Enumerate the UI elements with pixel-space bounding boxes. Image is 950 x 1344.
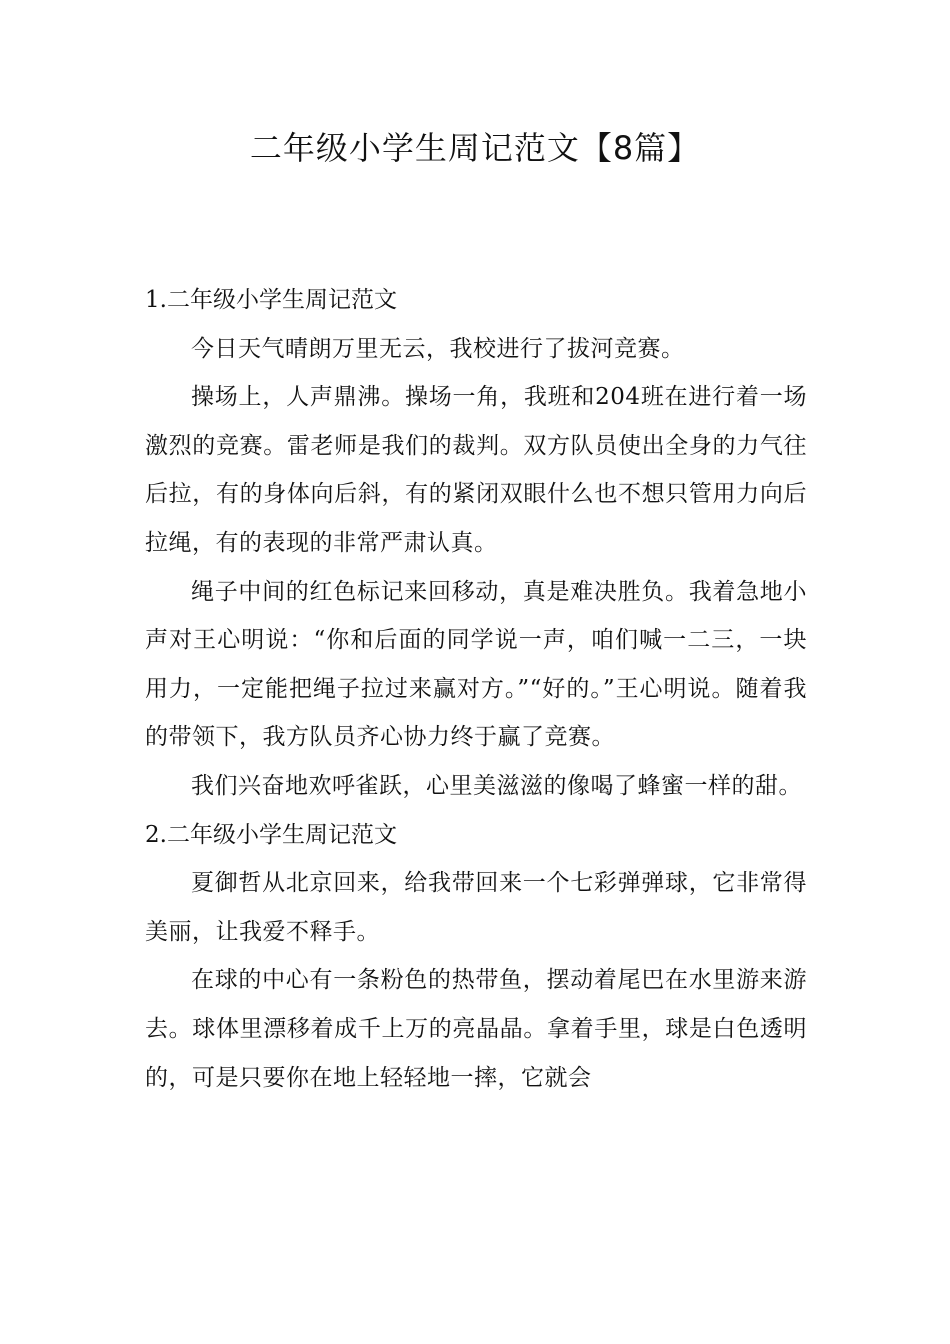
- paragraph: 操场上，人声鼎沸。操场一角，我班和204班在进行着一场激烈的竞赛。雷老师是我们的裁判。双方队员使出全身的力气往后拉，有的身体向后斜，有的紧闭双眼什么也不想只管用力向后拉绳，有的表现的非常严肃认真。: [145, 384, 807, 556]
- paragraph: 夏御哲从北京回来，给我带回来一个七彩弹弹球，它非常得美丽，让我爱不释手。: [145, 870, 807, 945]
- paragraph: 在球的中心有一条粉色的热带鱼，摆动着尾巴在水里游来游去。球体里漂移着成千上万的亮晶晶。拿着手里，球是白色透明的，可是只要你在地上轻轻地一摔，它就会: [145, 967, 807, 1091]
- section-2: [145, 811, 807, 1103]
- paragraph: 绳子中间的红色标记来回移动，真是难决胜负。我着急地小声对王心明说：“你和后面的同学说一声，咱们喊一二三，一块用力，一定能把绳子拉过来赢对方。”“好的。”王心明说。随着我的带领下，我方队员齐心协力终于赢了竞赛。: [145, 578, 807, 751]
- section-1: [145, 276, 807, 811]
- section-heading: 2.二年级小学生周记范文: [145, 821, 397, 848]
- section-heading: 1.二年级小学生周记范文: [145, 287, 397, 313]
- document-title: 二年级小学生周记范文【8篇】: [249, 129, 701, 167]
- paragraph: 我们兴奋地欢呼雀跃，心里美滋滋的像喝了蜂蜜一样的甜。: [191, 772, 802, 799]
- document-body: [145, 276, 807, 1102]
- paragraph: 今日天气晴朗万里无云，我校进行了拔河竞赛。: [191, 335, 685, 362]
